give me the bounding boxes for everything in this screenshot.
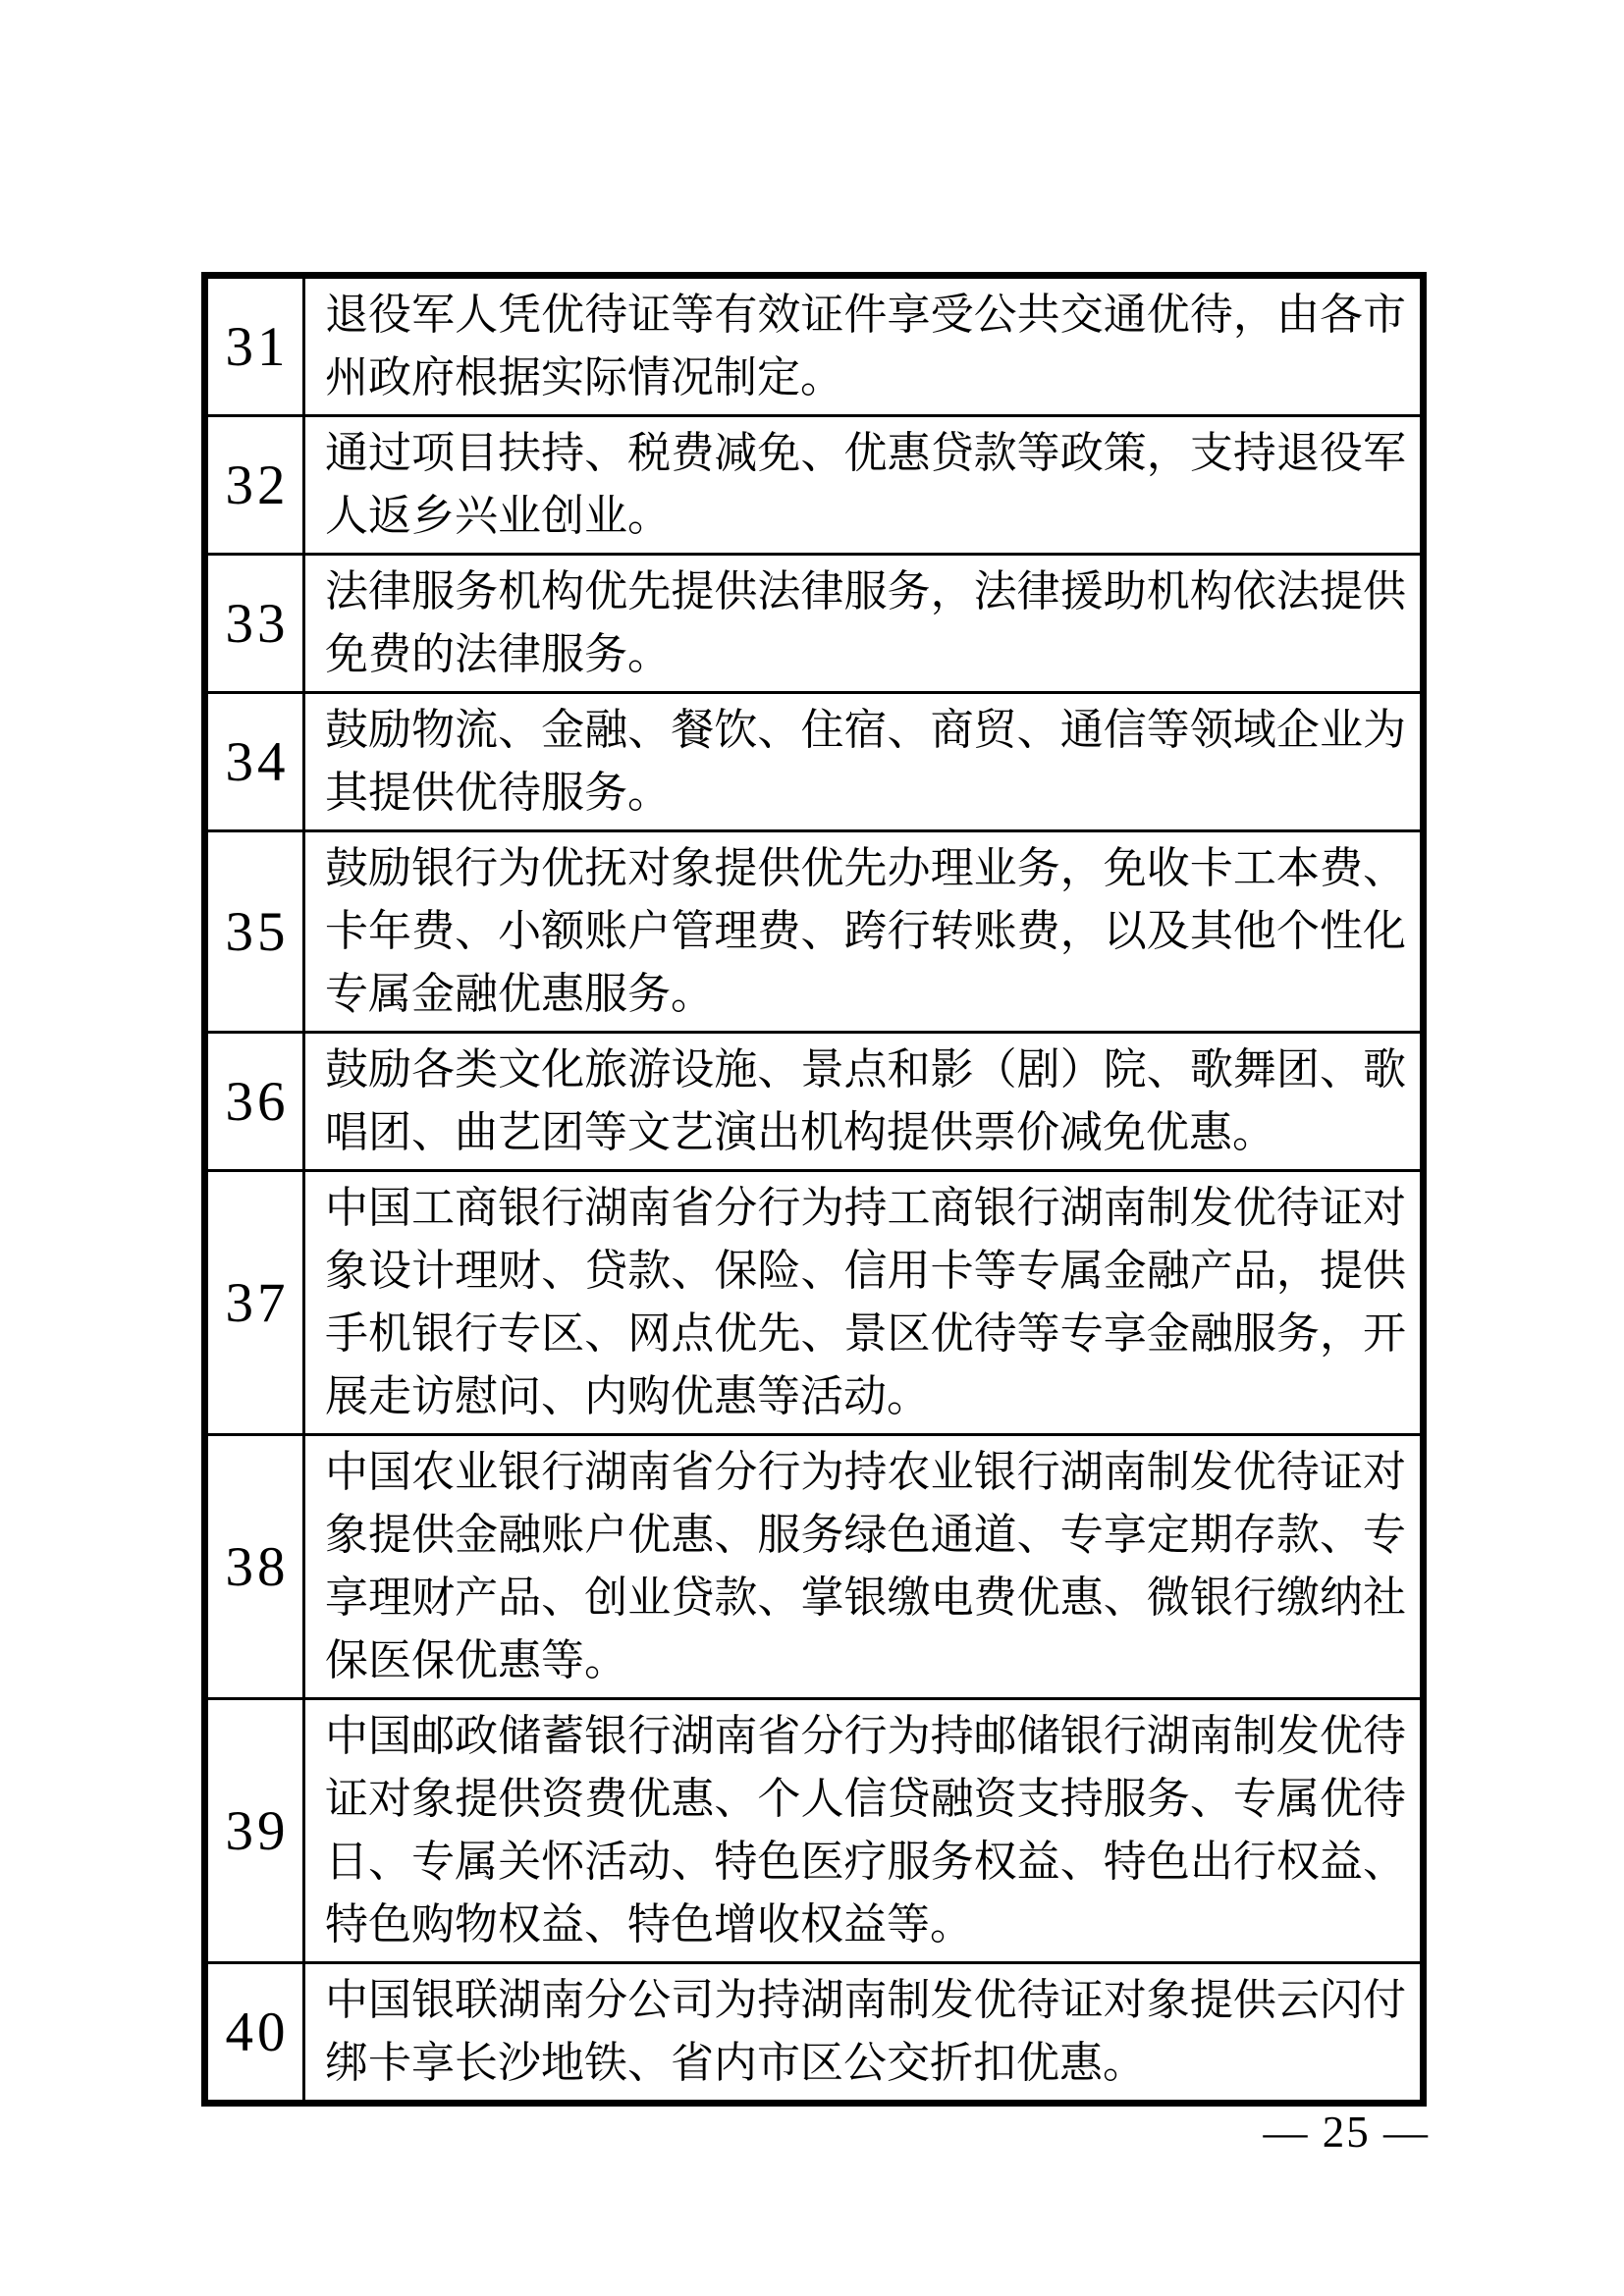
row-number: 38 bbox=[205, 1435, 304, 1699]
table-row bbox=[205, 1699, 1424, 1963]
table-row bbox=[205, 1033, 1424, 1171]
row-benefit-text: 中国工商银行湖南省分行为持工商银行湖南制发优待证对象设计理财、贷款、保险、信用卡等专属金融产品，提供手机银行专区、网点优先、景区优待等专享金融服务，开展走访慰问、内购优惠等活动。 bbox=[304, 1171, 1424, 1435]
row-number: 36 bbox=[205, 1033, 304, 1171]
row-number: 32 bbox=[205, 416, 304, 555]
row-benefit-text: 鼓励银行为优抚对象提供优先办理业务，免收卡工本费、卡年费、小额账户管理费、跨行转账费，以及其他个性化专属金融优惠服务。 bbox=[304, 831, 1424, 1033]
row-number: 31 bbox=[205, 276, 304, 416]
row-benefit-text: 中国银联湖南分公司为持湖南制发优待证对象提供云闪付绑卡享长沙地铁、省内市区公交折扣优惠。 bbox=[304, 1963, 1424, 2104]
row-number: 34 bbox=[205, 693, 304, 831]
table-row bbox=[205, 1171, 1424, 1435]
table-row bbox=[205, 693, 1424, 831]
page-number: — 25 — bbox=[1263, 2108, 1430, 2157]
table-row bbox=[205, 555, 1424, 693]
table-row bbox=[205, 1963, 1424, 2104]
row-benefit-text: 鼓励各类文化旅游设施、景点和影（剧）院、歌舞团、歌唱团、曲艺团等文艺演出机构提供票价减免优惠。 bbox=[304, 1033, 1424, 1171]
table-row bbox=[205, 831, 1424, 1033]
table-row bbox=[205, 416, 1424, 555]
row-benefit-text: 通过项目扶持、税费减免、优惠贷款等政策，支持退役军人返乡兴业创业。 bbox=[304, 416, 1424, 555]
benefits-table bbox=[201, 272, 1427, 2107]
benefits-table-body bbox=[205, 276, 1424, 2104]
row-number: 40 bbox=[205, 1963, 304, 2104]
row-number: 37 bbox=[205, 1171, 304, 1435]
row-number: 39 bbox=[205, 1699, 304, 1963]
row-benefit-text: 中国农业银行湖南省分行为持农业银行湖南制发优待证对象提供金融账户优惠、服务绿色通道、专享定期存款、专享理财产品、创业贷款、掌银缴电费优惠、微银行缴纳社保医保优惠等。 bbox=[304, 1435, 1424, 1699]
row-benefit-text: 法律服务机构优先提供法律服务，法律援助机构依法提供免费的法律服务。 bbox=[304, 555, 1424, 693]
table-row bbox=[205, 276, 1424, 416]
row-number: 33 bbox=[205, 555, 304, 693]
table-row bbox=[205, 1435, 1424, 1699]
row-benefit-text: 鼓励物流、金融、餐饮、住宿、商贸、通信等领域企业为其提供优待服务。 bbox=[304, 693, 1424, 831]
row-number: 35 bbox=[205, 831, 304, 1033]
row-benefit-text: 中国邮政储蓄银行湖南省分行为持邮储银行湖南制发优待证对象提供资费优惠、个人信贷融资支持服务、专属优待日、专属关怀活动、特色医疗服务权益、特色出行权益、特色购物权益、特色增收权益等。 bbox=[304, 1699, 1424, 1963]
row-benefit-text: 退役军人凭优待证等有效证件享受公共交通优待，由各市州政府根据实际情况制定。 bbox=[304, 276, 1424, 416]
